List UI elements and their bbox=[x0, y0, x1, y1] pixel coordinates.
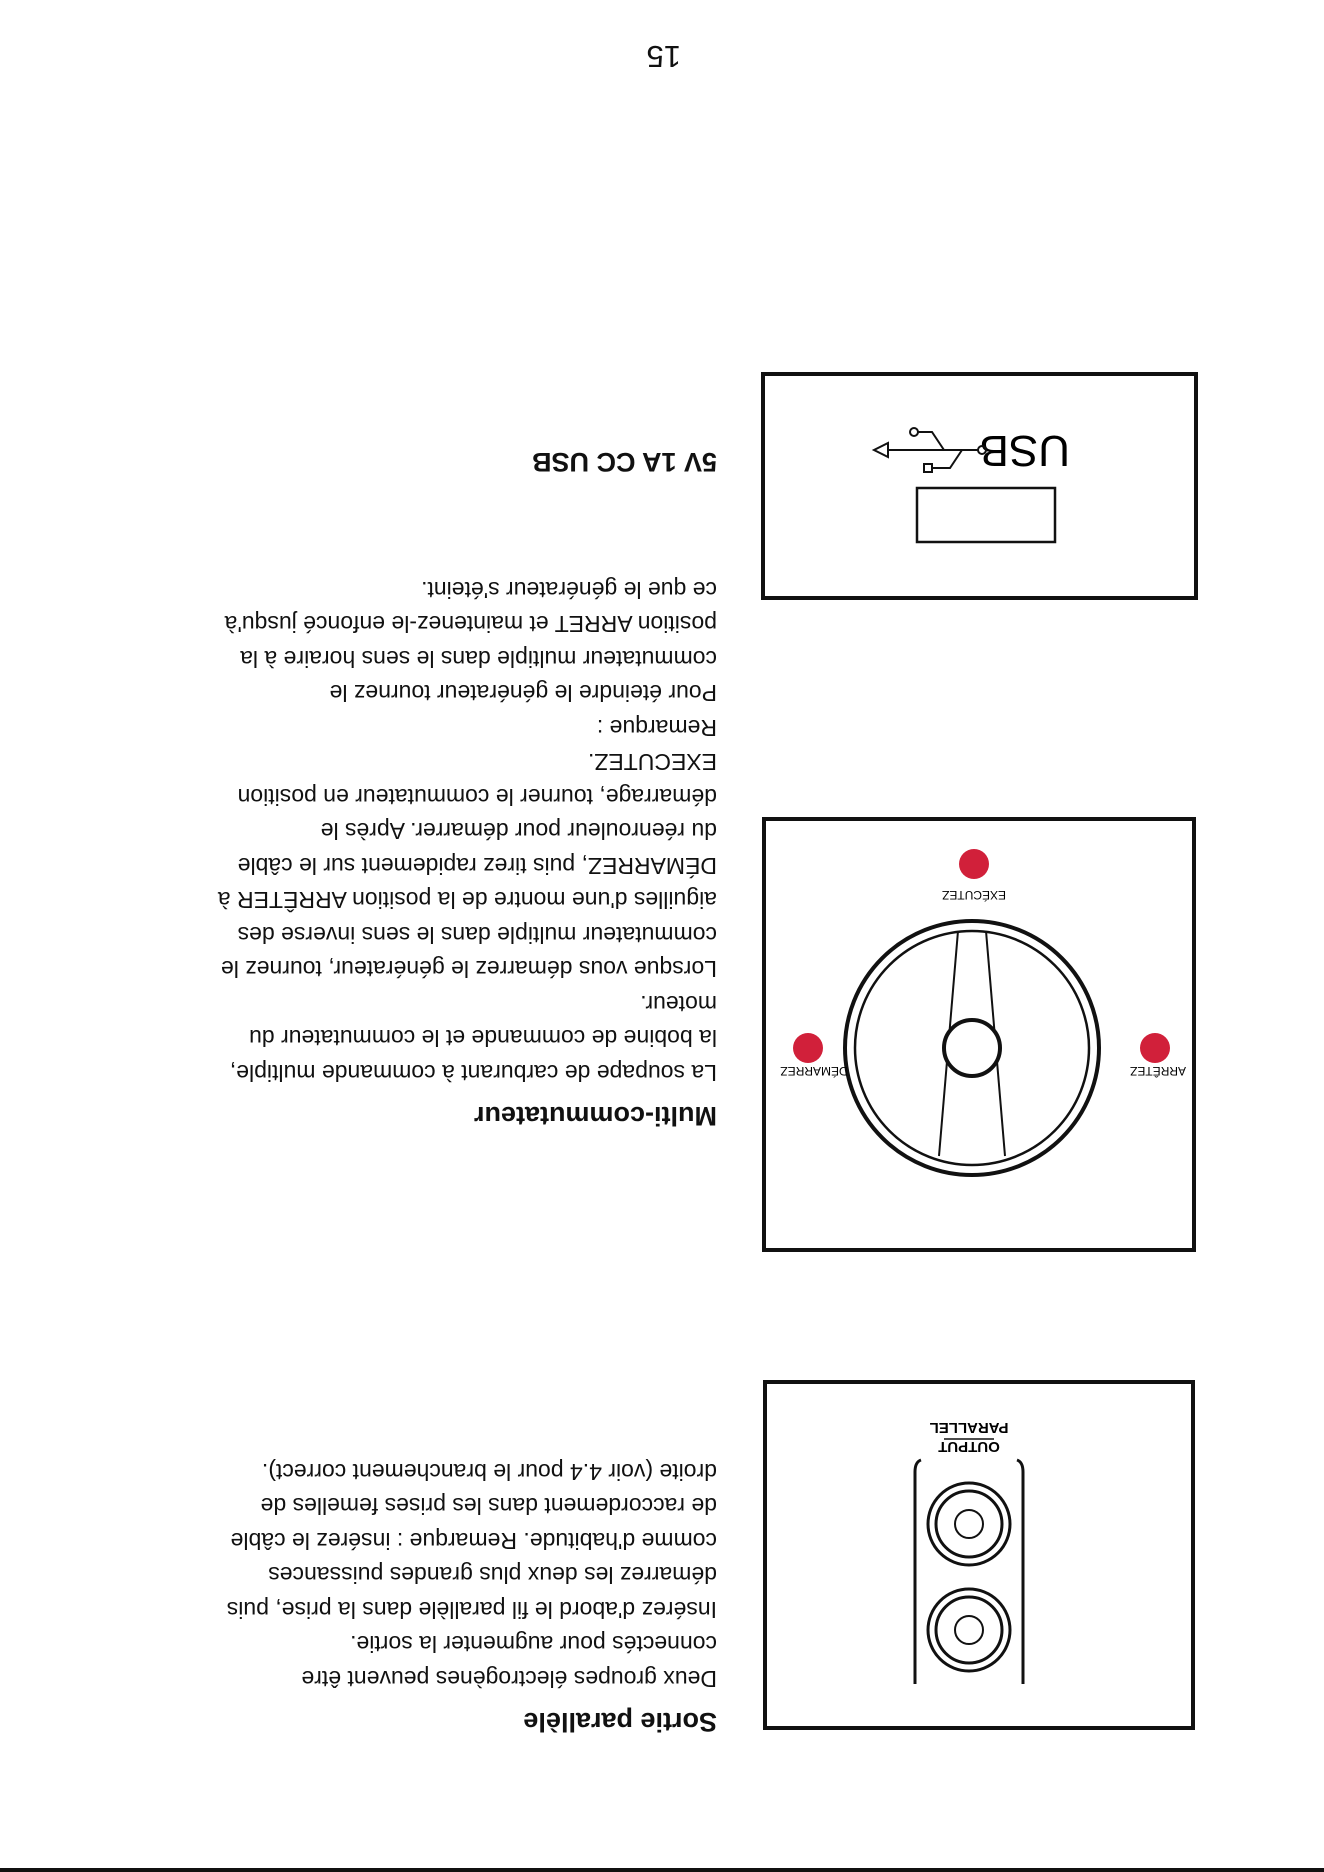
start-label: DÉMARREZ bbox=[780, 1064, 848, 1078]
text-line: de raccordement dans les prises femelles de bbox=[260, 1493, 717, 1520]
usb-label: USB bbox=[979, 426, 1070, 475]
usb-port-figure bbox=[761, 372, 1198, 600]
text-line: Lorsque vous démarrez le générateur, tournez le bbox=[220, 956, 717, 983]
text-line: démarrage, tourner le commutateur en position bbox=[237, 784, 717, 810]
text-line: Remarque : bbox=[596, 715, 717, 741]
parallel-output-illustration bbox=[767, 1384, 1191, 1726]
text-line: position ARRET et maintenez-le enfoncé jusqu'à bbox=[224, 611, 717, 638]
text-line: aiguilles d'une montre de la position ARRÊTER à bbox=[217, 887, 717, 914]
parallel-paragraph bbox=[227, 1455, 717, 1697]
text-line: la bobine de commande et le commutateur du bbox=[249, 1025, 717, 1052]
text-line: du réenrouleur pour démarrer. Après le bbox=[320, 818, 717, 845]
usb-port-illustration bbox=[765, 376, 1194, 596]
text-line: moteur. bbox=[640, 991, 717, 1017]
parallel-socket-1 bbox=[928, 1589, 1010, 1671]
text-line: commutateur multiple dans le sens inverse des bbox=[237, 922, 717, 948]
usb-port-slot bbox=[917, 488, 1055, 542]
parallel-socket-2 bbox=[928, 1483, 1010, 1565]
text-line: DÉMARREZ, puis tirez rapidement sur le câble bbox=[237, 853, 717, 879]
multiswitch-knob bbox=[845, 921, 1099, 1175]
text-line: Insérez d'abord le fil parallèle dans la prise, puis bbox=[226, 1597, 717, 1623]
socket-bracket-left bbox=[1017, 1460, 1023, 1684]
parallel-heading: Sortie parallèle bbox=[523, 1707, 717, 1737]
page-number: 15 bbox=[646, 39, 681, 74]
text-line: Pour éteindre le générateur tournez le bbox=[329, 680, 717, 707]
stop-indicator-dot bbox=[1140, 1033, 1170, 1063]
text-line: comme d'habitude. Remarque : insérez le câble bbox=[230, 1528, 717, 1554]
socket-bracket-right bbox=[915, 1460, 921, 1684]
top-rule bbox=[0, 1868, 1324, 1872]
usb-symbol-icon bbox=[874, 428, 986, 472]
start-indicator-dot bbox=[793, 1033, 823, 1063]
multiswitch-figure bbox=[762, 817, 1196, 1252]
text-line: droite (voir 4.4 pour le branchement correct). bbox=[261, 1459, 717, 1485]
text-line: Deux groupes électrogènes peuvent être bbox=[301, 1666, 717, 1692]
multiswitch-illustration bbox=[766, 821, 1192, 1248]
text-line: EXECUTEZ. bbox=[587, 749, 717, 776]
text-line: démarrez les deux plus grandes puissances bbox=[268, 1562, 717, 1589]
run-indicator-dot bbox=[959, 849, 989, 879]
parallel-output-figure bbox=[763, 1380, 1195, 1730]
multiswitch-paragraph bbox=[218, 573, 717, 1091]
multiswitch-heading: Multi-commutateur bbox=[474, 1101, 717, 1131]
run-label: EXÉCUTEZ bbox=[941, 888, 1007, 902]
text-line: La soupape de carburant à commande multiple, bbox=[229, 1060, 717, 1086]
text-line: connectés pour augmenter la sortie. bbox=[350, 1631, 717, 1658]
text-line: commutateur multiple dans le sens horaire à la bbox=[240, 646, 717, 672]
usb-heading: 5V 1A CC USB bbox=[531, 447, 717, 477]
output-label: OUTPUT bbox=[938, 1438, 1000, 1455]
stop-label: ARRÊTEZ bbox=[1129, 1064, 1187, 1078]
parallel-label: PARALLEL bbox=[929, 1419, 1009, 1436]
text-line: ce que le générateur s'éteint. bbox=[421, 577, 717, 603]
